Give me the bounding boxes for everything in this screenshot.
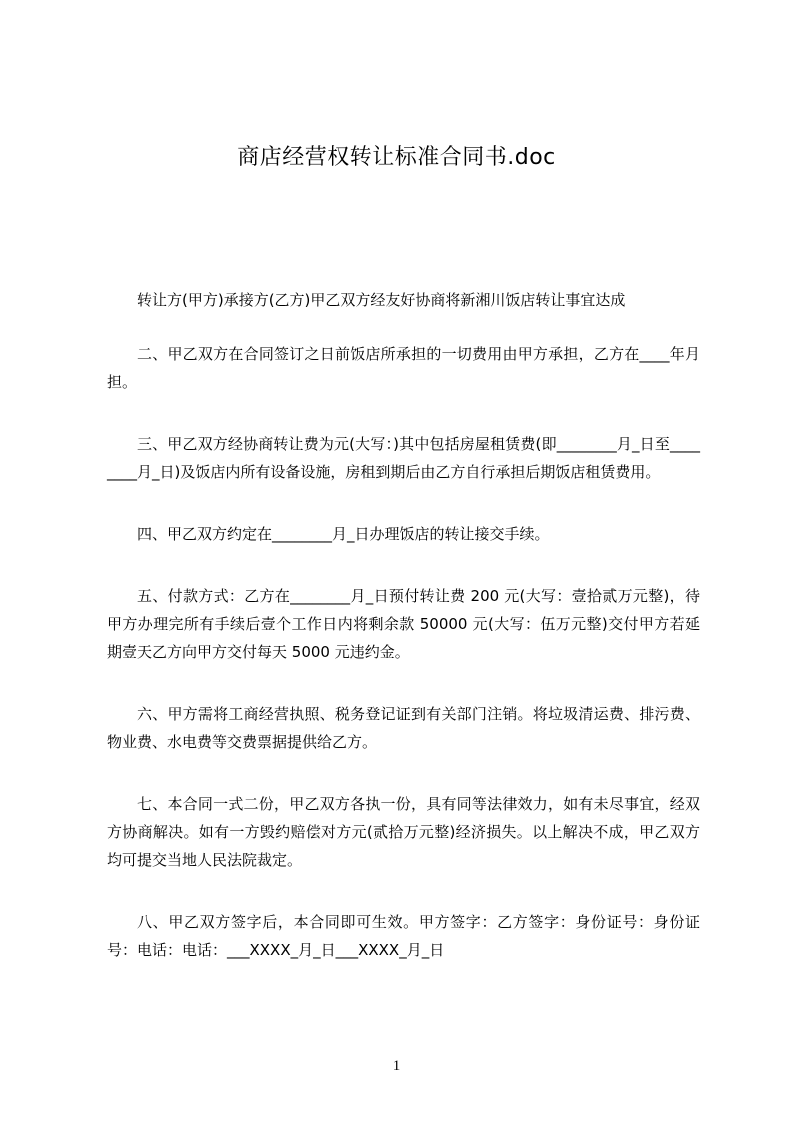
- paragraph-clause-5: 五、付款方式：乙方在________月_日预付转让费 200 元(大写：壹拾贰万元整)，待甲方办理完所有手续后壹个工作日内将剩余款 50000 元(大写：伍万元整)交付甲方若延期壹天乙方向甲方交付每天 5000 元违约金。: [107, 587, 700, 661]
- paragraph-clause-4: 四、甲乙双方约定在________月_日办理饭店的转让接交手续。: [137, 525, 550, 543]
- paragraph-intro: 转让方(甲方)承接方(乙方)甲乙双方经友好协商将新湘川饭店转让事宜达成: [137, 291, 626, 309]
- paragraph-clause-3: 三、甲乙双方经协商转让费为元(大写：)其中包括房屋租赁费(即________月_日至________月_日)及饭店内所有设备设施，房租到期后由乙方自行承担后期饭店租赁费用。: [107, 435, 700, 481]
- paragraph-clause-2: 二、甲乙双方在合同签订之日前饭店所承担的一切费用由甲方承担，乙方在____年月担。: [107, 345, 700, 391]
- paragraph-clause-6: 六、甲方需将工商经营执照、税务登记证到有关部门注销。将垃圾清运费、排污费、物业费、水电费等交费票据提供给乙方。: [107, 705, 700, 751]
- paragraph-clause-8: 八、甲乙双方签字后，本合同即可生效。甲方签字：乙方签字：身份证号：身份证号：电话：电话：___XXXX_月_日___XXXX_月_日: [107, 913, 700, 959]
- paragraph-clause-7: 七、本合同一式二份，甲乙双方各执一份，具有同等法律效力，如有未尽事宜，经双方协商解决。如有一方毁约赔偿对方元(贰拾万元整)经济损失。以上解决不成，甲乙双方均可提交当地人民法院裁定。: [107, 795, 700, 869]
- document-title: 商店经营权转让标准合同书.doc: [237, 145, 556, 170]
- document-body: [107, 286, 700, 998]
- page-number: 1: [392, 1058, 401, 1074]
